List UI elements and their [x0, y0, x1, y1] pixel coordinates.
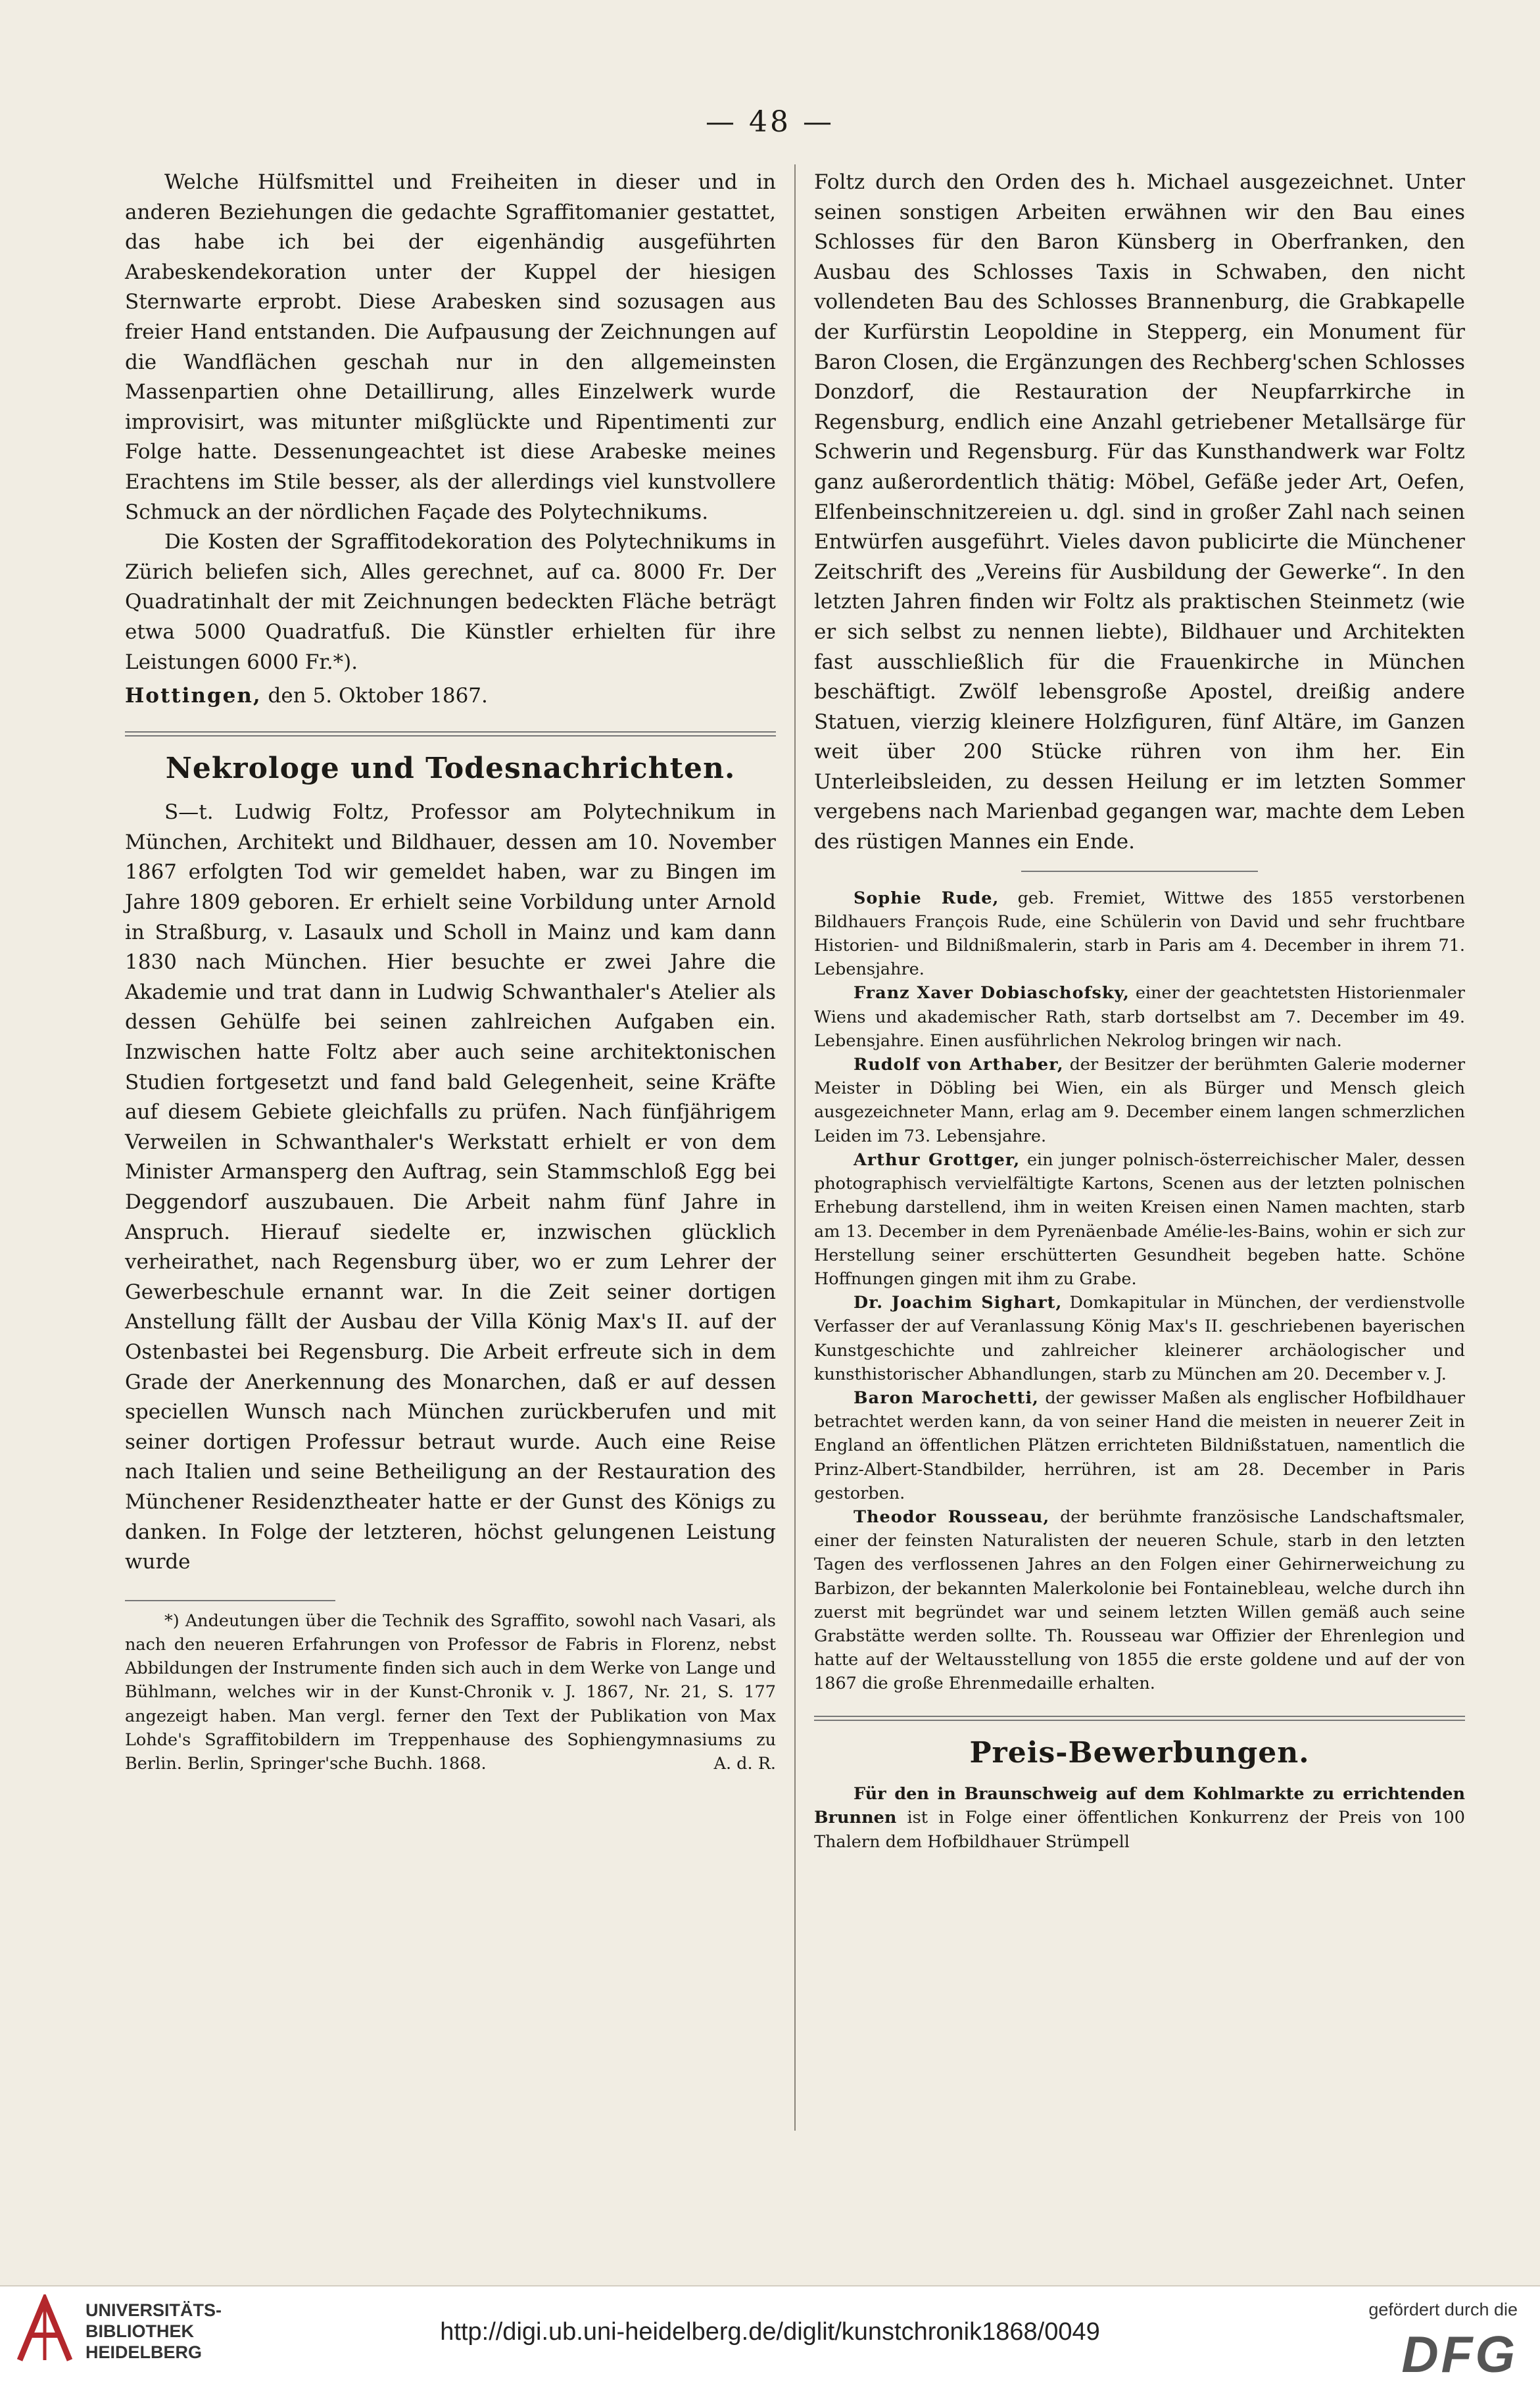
footer-bar	[0, 2286, 1540, 2395]
dateline-date: den 5. Oktober 1867.	[268, 684, 488, 708]
notice-name: Rudolf von Arthaber,	[854, 1055, 1064, 1075]
left-column	[125, 168, 776, 1776]
notice-text: der berühmte französische Landschaftsmaler, einer der feinsten Naturalisten der neueren Schule, starb in den letzten Tagen des verflossenen Jahres an den Folgen einer Gehirnerweichung zu Barbizon, der bekannten Malerkolonie bei Fontainebleau, welche durch ihn zuerst mit begründet war und seinem letzten Willen gemäß auch seine Grabstätte werden sollte. Th. Rousseau war Offizier der Ehrenlegion und hatte auf der Weltausstellung von 1855 die erste goldene und auf der von 1867 die große Ehrenmedaille erhalten.	[814, 1507, 1466, 1694]
dfg-logo: DFG	[1401, 2325, 1518, 2383]
notice-name: Sophie Rude,	[854, 888, 999, 908]
notice-item	[814, 1291, 1465, 1386]
institution-line: BIBLIOTHEK	[85, 2321, 194, 2341]
right-column	[814, 168, 1465, 1854]
footnote	[125, 1600, 776, 1776]
notice-name: Franz Xaver Dobiaschofsky,	[854, 983, 1130, 1004]
paragraph-intro-2: Die Kosten der Sgraffitodekoration des Polytechnikums in Zürich beliefen sich, Alles gerechnet, auf ca. 8000 Fr. Der Quadratinhalt der mit Zeichnungen bedeckten Fläche beträgt etwa 5000 Quadratfuß. Die Künstler erhielten für ihre Leistungen 6000 Fr.*).	[125, 530, 776, 674]
page-number: — 48 —	[706, 105, 834, 139]
notice-text: der gewisser Maßen als englischer Hofbildhauer betrachtet werden kann, da von seiner Hand die meisten in neuerer Zeit in England an öffentlichen Plätzen errichteten Bildnißstatuen, namentlich die Prinz-Albert-Standbilder, herrühren, ist am 28. December in Paris gestorben.	[814, 1388, 1465, 1503]
obituary-foltz-continued: Foltz durch den Orden des h. Michael ausgezeichnet. Unter seinen sonstigen Arbeiten erwähnen wir den Bau eines Schlosses für den Baron Künsberg in Oberfranken, den Ausbau des Schlosses Taxis in Schwaben, den nicht vollendeten Bau des Schlosses Brannenburg, die Grabkapelle der Kurfürstin Leopoldine in Stepperg, ein Monument für Baron Closen, die Ergänzungen des Rechberg'schen Schlosses Donzdorf, die Restauration der Neupfarrkirche in Regensburg, endlich eine Anzahl getriebener Metallsärge für Schwerin und Regensburg. Für das Kunsthandwerk war Foltz ganz außerordentlich thätig: Möbel, Gefäße jeder Art, Oefen, Elfenbeinschnitzereien u. dgl. sind in großer Zahl nach seinen Entwürfen ausgeführt. Vieles davon publicirte die Münchener Zeitschrift des „Vereins für Ausbildung der Gewerke“. In den letzten Jahren finden wir Foltz als praktischen Steinmetz (wie er sich selbst zu nennen liebte), Bildhauer und Architekten fast ausschließlich für die Frauenkirche in München beschäftigt. Zwölf lebensgroße Apostel, dreißig andere Statuen, vierzig kleinere Holzfiguren, fünf Altäre, im Ganzen weit über 200 Stücke rühren von ihm her. Ein Unterleibsleiden, zu dessen Heilung er im letzten Sommer vergebens nach Marienbad gegangen war, machte dem Leben des rüstigen Mannes ein Ende.	[814, 170, 1465, 854]
competition-notice	[814, 1782, 1465, 1854]
competition-lead: Für den in Braunschweig auf dem Kohlmarkte zu errichtenden Brunnen	[814, 1784, 1465, 1828]
notice-item	[814, 1505, 1465, 1696]
notice-name: Dr. Joachim Sighart,	[854, 1293, 1063, 1313]
short-rule	[1021, 871, 1258, 872]
notice-text: geb. Fremiet, Wittwe des 1855 verstorbenen Bildhauers François Rude, eine Schülerin von David und sehr fruchtbare Historien- und Bildnißmalerin, starb in Paris am 4. December in ihrem 71. Lebensjahre.	[814, 888, 1465, 980]
notice-item	[814, 1386, 1465, 1505]
notice-name: Arthur Grottger,	[854, 1149, 1021, 1170]
permalink-url[interactable]: http://digi.ub.uni-heidelberg.de/diglit/kunstchronik1868/0049	[440, 2318, 1100, 2346]
section-heading-competitions: Preis-Bewerbungen.	[969, 1735, 1310, 1770]
notice-text: einer der geachtetsten Historienmaler Wiens und akademischer Rath, starb dortselbst am 7. December im 49. Lebensjahre. Einen ausführlichen Nekrolog bringen wir nach.	[814, 983, 1466, 1051]
footnote-signature: A. d. R.	[713, 1754, 776, 1774]
notice-item	[814, 1053, 1465, 1148]
notice-name: Baron Marochetti,	[854, 1388, 1039, 1408]
institution-line: HEIDELBERG	[85, 2342, 203, 2362]
notice-name: Theodor Rousseau,	[854, 1507, 1050, 1527]
competition-text: ist in Folge einer öffentlichen Konkurrenz der Preis von 100 Thalern dem Hofbildhauer Strümpell	[814, 1808, 1466, 1852]
dateline-place: Hottingen,	[125, 684, 262, 708]
notice-text: Domkapitular in München, der verdienstvolle Verfasser der auf Veranlassung König Max's II. geschriebenen bayerischen Kunstgeschichte und zahlreicher kleinerer archäologischer und kunsthistorischer Abhandlungen, starb zu München am 20. December v. J.	[814, 1293, 1465, 1384]
dateline	[125, 681, 776, 712]
funded-by-label: gefördert durch die	[1368, 2300, 1518, 2319]
footnote-rule	[125, 1600, 335, 1601]
double-rule	[125, 731, 776, 737]
double-rule	[814, 1716, 1465, 1721]
notices	[814, 886, 1465, 1696]
notice-text: der Besitzer der berühmten Galerie moderner Meister in Döbling bei Wien, ein als Bürger und Mensch gleich ausgezeichneter Mann, erlag am 9. December einem langen schmerzlichen Leiden im 73. Lebensjahre.	[814, 1055, 1466, 1146]
paragraph-intro-1: Welche Hülfsmittel und Freiheiten in dieser und in anderen Beziehungen die gedachte Sgraffitomanier gestattet, das habe ich bei der eigenhändig ausgeführten Arabeskendekoration unter der Kuppel der hiesigen Sternwarte erprobt. Diese Arabesken sind sozusagen aus freier Hand entstanden. Die Aufpausung der Zeichnungen auf die Wandflächen geschah nur in den allgemeinsten Massenpartien ohne Detaillirung, alles Einzelwerk wurde improvisirt, was mitunter mißglückte und Ripentimenti zur Folge hatte. Dessenungeachtet ist diese Arabeske meines Erachtens im Stile besser, als der allerdings viel kunstvollere Schmuck an der nördlichen Façade des Polytechnikums.	[125, 170, 776, 524]
notice-item	[814, 981, 1465, 1053]
footnote-text: *) Andeutungen über die Technik des Sgraffito, sowohl nach Vasari, als nach den neueren Erfahrungen von Professor de Fabris in Florenz, nebst Abbildungen der Instrumente finden sich auch in dem Werke von Lange und Bühlmann, welches wir in der Kunst-Chronik v. J. 1867, Nr. 21, S. 177 angezeigt haben. Man vergl. ferner den Text der Publikation von Max Lohde's Sgraffitobildern im Treppenhause des Sophiengymnasiums zu Berlin. Berlin, Springer'sche Buchh. 1868.	[125, 1610, 776, 1774]
notice-item	[814, 1148, 1465, 1291]
institution-line: UNIVERSITÄTS-	[85, 2300, 222, 2320]
notice-item	[814, 886, 1465, 982]
column-divider	[794, 164, 796, 2131]
obituary-foltz: S—t. Ludwig Foltz, Professor am Polytechnikum in München, Architekt und Bildhauer, dessen am 10. November 1867 erfolgten Tod wir gemeldet haben, war zu Bingen im Jahre 1809 geboren. Er erhielt seine Vorbildung unter Arnold in Straßburg, v. Lasaulx und Scholl in Mainz und kam dann 1830 nach München. Hier besuchte er zwei Jahre die Akademie und trat dann in Ludwig Schwanthaler's Atelier als dessen Gehülfe bei seinen zahlreichen Aufgaben ein. Inzwischen hatte Foltz aber auch seine architektonischen Studien fortgesetzt und fand bald Gelegenheit, seine Kräfte auf diesem Gebiete gleichfalls zu prüfen. Nach fünfjährigem Verweilen in Schwanthaler's Werkstatt erhielt er von dem Minister Armansperg den Auftrag, sein Stammschloß Egg bei Deggendorf auszubauen. Die Arbeit nahm fünf Jahre in Anspruch. Hierauf siedelte er, inzwischen glücklich verheirathet, nach Regensburg über, wo er zum Lehrer der Gewerbeschule ernannt war. In die Zeit seiner dortigen Anstellung fällt der Ausbau der Villa König Max's II. auf der Ostenbastei bei Regensburg. Die Arbeit erfreute sich in dem Grade der Anerkennung des Monarchen, daß er auf dessen speciellen Wunsch nach München zurückberufen und mit seiner dortigen Professur betraut wurde. Auch eine Reise nach Italien und seine Betheiligung an der Restauration des Münchener Residenztheater hatte er der Gunst des Königs zu danken. In Folge der letzteren, höchst gelungenen Leistung wurde	[125, 800, 776, 1574]
section-heading-obituaries: Nekrologe und Todesnachrichten.	[165, 751, 736, 785]
notice-text: ein junger polnisch-österreichischer Maler, dessen photographisch vervielfältigte Kartons, Scenen aus der letzten polnischen Erhebung darstellend, ihm in weiten Kreisen einen Namen machten, starb am 13. December in dem Pyrenäenbade Amélie-les-Bains, wohin er sich zur Herstellung seiner erschütterten Gesundheit begeben hatte. Schöne Hoffnungen gingen mit ihm zu Grabe.	[814, 1149, 1465, 1289]
